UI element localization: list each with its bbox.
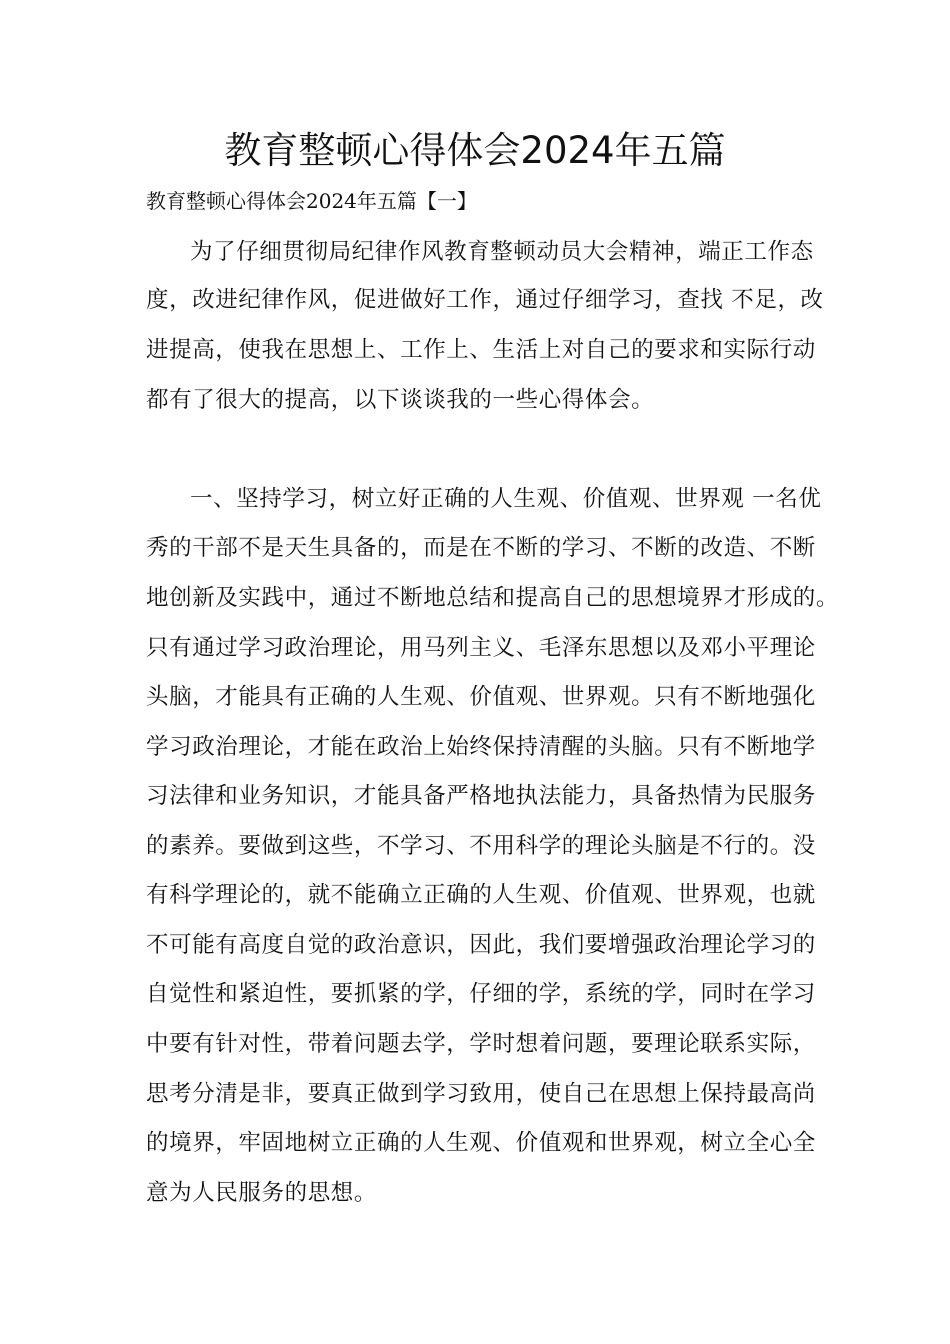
paragraph-line: 习法律和业务知识，才能具备严格地执法能力，具备热情为民服务 <box>146 783 816 809</box>
paragraph-line: 中要有针对性，带着问题去学，学时想着问题，要理论联系实际， <box>146 1031 816 1057</box>
paragraph-line: 为了仔细贯彻局纪律作风教育整顿动员大会精神，端正工作态 <box>190 239 814 265</box>
paragraph-line: 的素养。要做到这些，不学习、不用科学的理论头脑是不行的。没 <box>146 833 816 859</box>
paragraph-line: 有科学理论的，就不能确立正确的人生观、价值观、世界观，也就 <box>146 882 816 908</box>
paragraph-line: 学习政治理论，才能在政治上始终保持清醒的头脑。只有不断地学 <box>146 734 816 760</box>
paragraph-line: 只有通过学习政治理论，用马列主义、毛泽东思想以及邓小平理论 <box>146 635 816 661</box>
paragraph-line: 都有了很大的提高，以下谈谈我的一些心得体会。 <box>146 387 655 413</box>
paragraph-line: 一、坚持学习，树立好正确的人生观、价值观、世界观 一名优 <box>190 486 822 512</box>
document-title: 教育整顿心得体会2024年五篇 <box>224 129 726 172</box>
paragraph-line: 不可能有高度自觉的政治意识，因此，我们要增强政治理论学习的 <box>146 932 816 958</box>
paragraph-line: 头脑，才能具有正确的人生观、价值观、世界观。只有不断地强化 <box>146 684 816 710</box>
paragraph-line: 秀的干部不是天生具备的，而是在不断的学习、不断的改造、不断 <box>146 535 816 561</box>
paragraph-line: 进提高，使我在思想上、工作上、生活上对自己的要求和实际行动 <box>146 337 816 363</box>
paragraph-line: 地创新及实践中，通过不断地总结和提高自己的思想境界才形成的。 <box>146 585 840 611</box>
paragraph-line: 意为人民服务的思想。 <box>146 1180 378 1206</box>
paragraph-line: 自觉性和紧迫性，要抓紧的学，仔细的学，系统的学，同时在学习 <box>146 981 816 1007</box>
document-subtitle: 教育整顿心得体会2024年五篇【一】 <box>146 189 477 213</box>
paragraph-line: 度，改进纪律作风，促进做好工作，通过仔细学习，查找 不足，改 <box>146 287 824 313</box>
paragraph-line: 思考分清是非，要真正做到学习致用，使自己在思想上保持最高尚 <box>146 1081 816 1107</box>
paragraph-line: 的境界，牢固地树立正确的人生观、价值观和世界观，树立全心全 <box>146 1130 816 1156</box>
